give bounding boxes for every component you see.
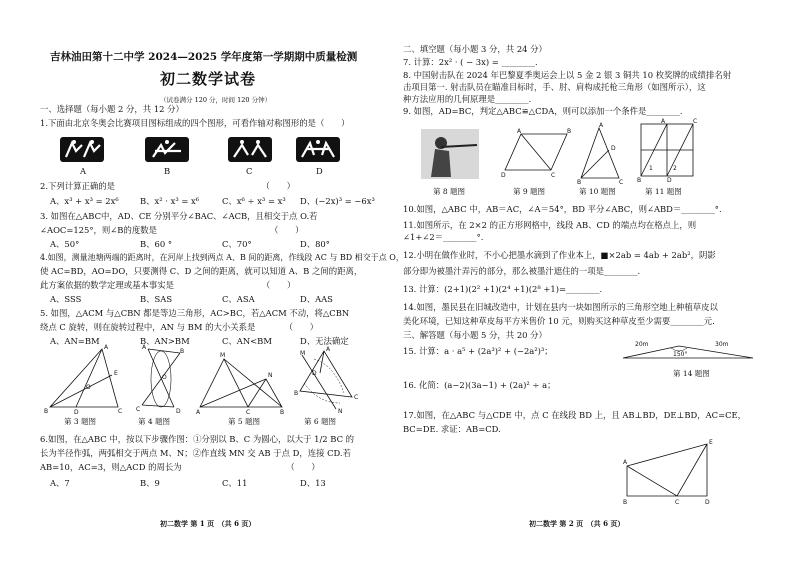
q6-option-c: C、11 (222, 478, 248, 488)
q5-option-b: B、AN>BM (140, 336, 190, 346)
olympic-icon-c (228, 137, 272, 162)
fig11-label-d: D (667, 177, 672, 184)
fig9-label-c: C (551, 172, 556, 179)
figure-3 (44, 345, 124, 415)
exam-title: 初二数学试卷 (160, 70, 257, 88)
fig4-label-b: B (180, 348, 185, 355)
q3-option-a: A、50° (50, 239, 80, 249)
fig9-label-d: D (501, 172, 506, 179)
fig3-label-e: E (114, 370, 118, 377)
figure-6 (294, 345, 360, 415)
fig6-label-d: D (312, 370, 317, 377)
fig17-label-d: D (705, 499, 710, 506)
question-8-line-3: 种方法应用的几何原理是________. (403, 94, 532, 104)
fig6-label-a: A (326, 346, 331, 353)
question-4-line-2: 使 AC=BD，AO=DO，只要测得 C、D 之间的距离，就可以知道 A、B 之间的距离， (40, 266, 363, 276)
question-12-line-1: 12.小明在做作业时，不小心把墨水滴到了作业本上，■×2ab = 4ab + 2ab²，阴影 (403, 250, 716, 260)
q2-option-c: C、x⁶ ÷ x³ = x³ (222, 196, 286, 206)
figure-11 (637, 118, 698, 184)
question-6-line-2: 长为半径作弧，两弧相交于两点 M、N；②作直线 MN 交 AB 于点 D，连接 CD.若 (40, 448, 351, 458)
question-6-line-3: AB=10，AC=3，则△ACD 的周长为 （ ） (40, 462, 320, 472)
q1-option-a: A (80, 166, 87, 176)
q3-option-d: D、80° (300, 239, 330, 249)
question-17-line-1: 17.如图，在△ABC 与△CDE 中，点 C 在线段 BD 上，且 AB⊥BD，DE⊥BD，AC=CE， (403, 410, 747, 420)
fig11-label-c: C (693, 118, 698, 125)
question-7: 7. 计算：2x² · ( − 3x) = ________. (403, 57, 538, 67)
fig6-label-m: M (300, 350, 306, 357)
caption-figure-5: 第 5 题图 (228, 417, 261, 426)
caption-figure-14: 第 14 题图 (673, 369, 710, 378)
q2-option-b: B、x² · x³ = x⁶ (140, 196, 200, 206)
q4-option-a: A、SSS (50, 294, 82, 304)
question-5-line-2: 绕点 C 旋转，则在旋转过程中，AN 与 BM 的大小关系是 （ ） (40, 322, 319, 332)
q1-option-d: D (316, 166, 323, 176)
section-one-heading: 一、选择题（每小题 2 分，共 12 分） (40, 104, 184, 114)
question-14-line-1: 14.如图，墨民县在旧城改造中，计划在县内一块如图所示的三角形空地上种植草皮以 (403, 302, 718, 312)
section-three-heading: 三、解答题（每小题 5 分，共 20 分） (403, 330, 547, 340)
fig17-label-a: A (623, 459, 628, 466)
q2-option-d: D、(−2x)³ = −6x³ (300, 196, 375, 206)
page-one-footer: 初二数学 第 1 页 （共 6 页） (160, 519, 256, 528)
fig6-label-c: C (354, 394, 359, 401)
q4-option-d: D、AAS (300, 294, 333, 304)
figure-17 (623, 440, 713, 510)
fig3-label-a: A (104, 344, 109, 351)
fig5-label-a: A (196, 409, 201, 416)
fig5-label-b: B (280, 409, 285, 416)
question-17-line-2: BC=DE. 求证：AB=CD. (403, 424, 501, 434)
fig11-label-b: B (637, 177, 642, 184)
fig5-label-m: M (220, 352, 226, 359)
question-11-line-1: 11.如图所示，在 2×2 的正方形网格中，线段 AB、CD 的端点均在格点上，则 (403, 220, 697, 230)
question-3-line-1: 3. 如图在△ABC中，AD、CE 分别平分∠BAC、∠ACB，且相交于点 O.若 (40, 211, 318, 221)
fig3-label-c: C (118, 408, 123, 415)
fig14-side-right: 30m (715, 341, 729, 348)
q6-option-a: A、7 (50, 478, 70, 488)
caption-figure-3: 第 3 题图 (64, 417, 97, 426)
exam-header: 吉林油田第十二中学 2024—2025 学年度第一学期期中质量检测 (50, 51, 358, 63)
caption-figure-6: 第 6 题图 (304, 417, 337, 426)
fig10-label-c: C (619, 179, 624, 186)
q6-option-d: D、13 (300, 478, 326, 488)
figure-5 (196, 345, 286, 415)
caption-figure-4: 第 4 题图 (138, 417, 171, 426)
fig9-label-a: A (517, 128, 522, 135)
fig4-label-c: C (136, 406, 141, 413)
olympic-icon-b (145, 137, 189, 162)
q5-option-c: C、AN<BM (222, 336, 272, 346)
fig11-label-a: A (661, 118, 666, 125)
question-9: 9. 如图，AD=BC，判定△ABC≌△CDA，则可以添加一个条件是________. (403, 106, 683, 116)
question-4-line-3: 此方案依据的数学定理或基本事实是 （ ） (40, 280, 296, 290)
question-1: 1.下面由北京冬奥会比赛项目图标组成的四个图形，可看作轴对称图形的是（ ） (40, 118, 350, 128)
fig11-angle-2: 2 (673, 165, 677, 172)
question-3-line-2: ∠AOC=125°，则∠B的度数是 （ ） (40, 225, 304, 235)
section-two-heading: 二、填空题（每小题 3 分，共 24 分） (403, 44, 547, 54)
question-12-line-2: 部分即为被墨汁弄污的部分，那么被墨汁遮住的一项是________. (403, 266, 641, 276)
question-11-line-2: ∠1+∠2＝________°. (403, 232, 484, 242)
question-10: 10.如图，△ABC 中，AB＝AC，∠A＝54°，BD 平分∠ABC，则∠ABD＝________°. (403, 204, 722, 214)
fig4-label-a: A (142, 344, 147, 351)
q4-option-b: B、SAS (140, 294, 173, 304)
fig14-angle: 150° (673, 351, 688, 358)
fig10-label-d: D (611, 145, 616, 152)
q3-option-b: B、60 ° (140, 239, 173, 249)
exam-subtitle: （试卷满分 120 分，时间 120 分钟） (160, 96, 272, 104)
caption-figure-8: 第 8 题图 (433, 187, 466, 196)
fig4-label-o: O (162, 374, 167, 381)
question-6-line-1: 6.如图，在△ABC 中，按以下步骤作图：①分别以 B、C 为圆心，以大于 1/2 BC 的 (40, 434, 355, 444)
q4-option-c: C、ASA (222, 294, 255, 304)
olympic-icon-a (60, 137, 104, 162)
q2-option-a: A、x³ + x³ = 2x⁶ (50, 196, 119, 206)
q5-option-d: D、无法确定 (300, 336, 349, 346)
fig5-label-n: N (268, 372, 273, 379)
caption-figure-9: 第 9 题图 (513, 187, 546, 196)
q3-option-c: C、70° (222, 239, 252, 249)
fig6-label-n: N (338, 408, 343, 415)
fig5-label-c: C (246, 409, 251, 416)
question-16: 16. 化简：(a−2)(3a−1) + (2a)² ÷ a； (403, 380, 556, 390)
fig4-label-d: D (176, 408, 181, 415)
question-8-line-1: 8. 中国射击队在 2024 年巴黎夏季奥运会上以 5 金 2 银 3 铜共 10 枚奖牌的成绩排名射 (403, 70, 732, 80)
figure-14 (619, 336, 759, 362)
question-13: 13. 计算：(2+1)(2² +1)(2⁴ +1)(2⁸ +1)=________. (403, 284, 603, 294)
question-14-line-2: 美化环境，已知这种草皮每平方米售价 10 元，则购买这种草皮至少需要________元. (403, 316, 715, 326)
figure-8-shooter-photo (421, 129, 479, 179)
q6-option-b: B、9 (140, 478, 160, 488)
q5-option-a: A、AN=BM (50, 336, 100, 346)
fig10-label-b: B (577, 179, 582, 186)
figure-4 (132, 345, 192, 415)
fig3-label-d: D (74, 409, 79, 416)
question-2: 2.下列计算正确的是 （ ） (40, 181, 296, 191)
figure-10 (577, 124, 627, 184)
fig14-side-left: 20m (635, 341, 649, 348)
fig17-label-e: E (709, 439, 713, 446)
question-4-line-1: 4.如图，测量池塘两端的距离时，在河岸上找到两点 A、B 间的距离，作线段 AC 与 BD 相交于点 O， (40, 253, 404, 262)
question-15: 15. 计算：a · a⁵ + (2a³)² + (−2a²)³； (403, 346, 553, 356)
question-8-line-2: 击项目第一. 射击队员在瞄准目标时，手、肘、肩构成托枪三角形（如图所示），这 (403, 82, 706, 92)
fig6-label-b: B (294, 390, 299, 397)
page-two (397, 0, 794, 561)
caption-figure-11: 第 11 题图 (645, 187, 682, 196)
page-two-footer: 初二数学 第 2 页 （共 6 页） (529, 519, 625, 528)
fig3-label-o: O (86, 384, 91, 391)
fig11-angle-1: 1 (649, 165, 653, 172)
q1-option-b: B (164, 166, 171, 176)
fig3-label-b: B (44, 408, 49, 415)
fig9-label-b: B (567, 128, 572, 135)
figure-9 (501, 130, 571, 180)
olympic-icon-d (296, 137, 340, 162)
fig17-label-b: B (623, 499, 628, 506)
question-5-line-1: 5. 如图，△ACM 与△CBN 都是等边三角形，AC>BC，若△ACM 不动，将△CBN (40, 308, 350, 318)
fig17-label-c: C (675, 499, 680, 506)
q1-option-c: C (246, 166, 253, 176)
caption-figure-10: 第 10 题图 (579, 187, 616, 196)
fig10-label-a: A (599, 122, 604, 129)
